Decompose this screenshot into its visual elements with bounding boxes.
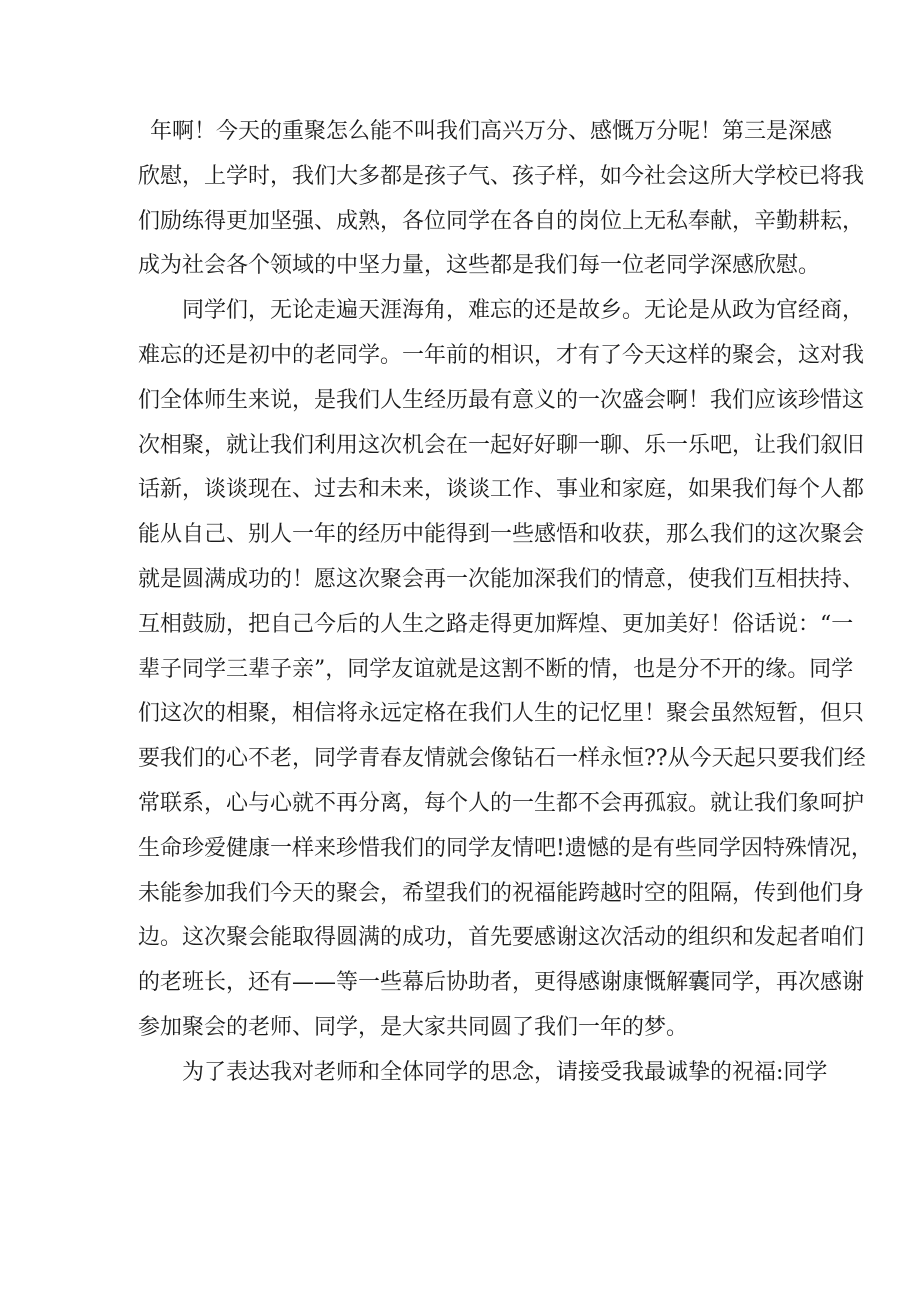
paragraph-line: 互相鼓励，把自己今后的人生之路走得更加辉煌、更加美好！俗话说：“一 <box>138 611 854 637</box>
paragraph-line: 的老班长，还有——等一些幕后协助者，更得感谢康慨解囊同学，再次感谢 <box>138 970 865 996</box>
paragraph-line: 们励练得更加坚强、成熟，各位同学在各自的岗位上无私奉献，辛勤耕耘， <box>138 208 865 234</box>
paragraph-line: 同学们，无论走遍天涯海角，难忘的还是故乡。无论是从政为官经商， <box>182 298 865 324</box>
paragraph-line: 未能参加我们今天的聚会，希望我们的祝福能跨越时空的阻隔，传到他们身 <box>138 880 865 906</box>
document-body <box>138 110 873 1096</box>
paragraph-2 <box>138 289 873 1051</box>
paragraph-line: 要我们的心不老，同学青春友情就会像钻石一样永恒??从今天起只要我们经 <box>138 746 866 772</box>
paragraph-line: 们全体师生来说，是我们人生经历最有意义的一次盛会啊！我们应该珍惜这 <box>138 387 865 413</box>
paragraph-line: 生命珍爱健康一样来珍惜我们的同学友情吧!遗憾的是有些同学因特殊情况， <box>138 835 873 861</box>
paragraph-line: 辈子同学三辈子亲”，同学友谊就是这割不断的情，也是分不开的缘。同学 <box>138 656 854 682</box>
paragraph-line: 就是圆满成功的！愿这次聚会再一次能加深我们的情意，使我们互相扶持、 <box>138 566 865 592</box>
paragraph-line: 为了表达我对老师和全体同学的思念，请接受我最诚挚的祝福:同学 <box>182 1059 828 1085</box>
paragraph-line: 欣慰，上学时，我们大多都是孩子气、孩子样，如今社会这所大学校已将我 <box>138 163 865 189</box>
paragraph-line: 话新，谈谈现在、过去和未来，谈谈工作、事业和家庭，如果我们每个人都 <box>138 477 865 503</box>
paragraph-line: 常联系，心与心就不再分离，每个人的一生都不会再孤寂。就让我们象呵护 <box>138 790 865 816</box>
paragraph-line: 边。这次聚会能取得圆满的成功，首先要感谢这次活动的组织和发起者咱们 <box>138 925 865 951</box>
paragraph-line: 成为社会各个领域的中坚力量，这些都是我们每一位老同学深感欣慰。 <box>138 253 821 279</box>
paragraph-line: 次相聚，就让我们利用这次机会在一起好好聊一聊、乐一乐吧，让我们叙旧 <box>138 432 865 458</box>
paragraph-line: 能从自己、别人一年的经历中能得到一些感悟和收获，那么我们的这次聚会 <box>138 522 865 548</box>
paragraph-line: 们这次的相聚，相信将永远定格在我们人生的记忆里！聚会虽然短暂，但只 <box>138 701 865 727</box>
paragraph-line: 难忘的还是初中的老同学。一年前的相识，才有了今天这样的聚会，这对我 <box>138 342 865 368</box>
paragraph-3 <box>138 1051 828 1096</box>
paragraph-line: 年啊！今天的重聚怎么能不叫我们高兴万分、感慨万分呢！第三是深感 <box>150 119 833 144</box>
paragraph-line: 参加聚会的老师、同学，是大家共同圆了我们一年的梦。 <box>138 1014 689 1040</box>
paragraph-1 <box>138 110 865 289</box>
